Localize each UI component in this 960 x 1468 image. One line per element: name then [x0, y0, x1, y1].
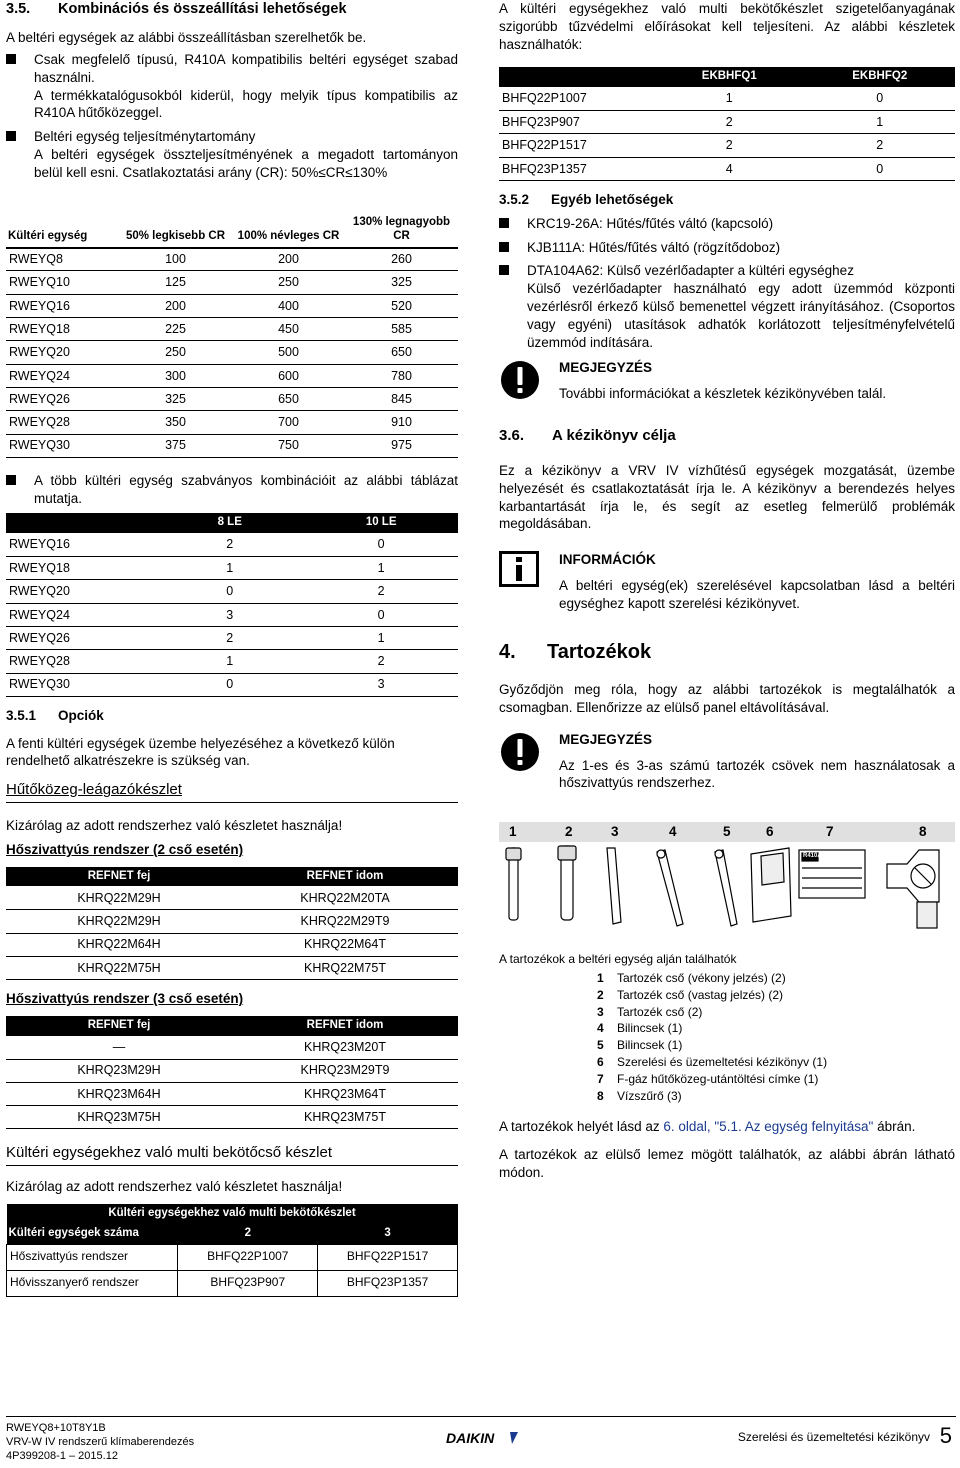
table-cell: 0	[155, 673, 304, 696]
table-cell: RWEYQ16	[6, 294, 119, 317]
option-dta	[499, 262, 955, 351]
table-cell: 250	[119, 341, 232, 364]
refnet2-table-row	[6, 956, 458, 979]
table-cell: 1	[805, 111, 956, 134]
ekb-table-row	[499, 111, 955, 134]
warning-icon	[499, 731, 559, 792]
table-cell: KHRQ23M29H	[6, 1059, 232, 1082]
table-cell: BHFQ22P1517	[318, 1244, 458, 1270]
table-cell: 0	[304, 603, 458, 626]
cr-table-row	[6, 411, 458, 434]
multi-title: Kültéri egységekhez való multi bekötőcső készlet	[6, 1143, 458, 1166]
accessory-number: 4	[597, 1021, 604, 1036]
accessories-figure	[499, 822, 955, 1104]
table-cell: BHFQ23P1357	[318, 1270, 458, 1296]
footer-doc-code: 4P399208-1 – 2015.12	[6, 1449, 118, 1462]
ekb-table-row	[499, 157, 955, 180]
section-4-heading	[499, 639, 955, 665]
table-cell: KHRQ22M20TA	[232, 886, 458, 909]
bullet-r410a	[6, 51, 458, 122]
table-cell: BHFQ23P907	[499, 111, 654, 134]
location-ref	[499, 1118, 955, 1136]
option-text: KJB111A: Hűtés/fűtés váltó (rögzítődoboz)	[527, 239, 781, 255]
table-cell: BHFQ23P907	[178, 1270, 318, 1296]
accessory-name: Bilincsek (1)	[617, 1021, 683, 1036]
table-cell: RWEYQ28	[6, 650, 155, 673]
figure-number: 3	[611, 824, 619, 840]
table-cell: 1	[304, 557, 458, 580]
table-cell: 0	[304, 533, 458, 556]
refrigerant-label-text: R410A	[803, 853, 822, 860]
table-cell: 910	[345, 411, 458, 434]
table-cell: RWEYQ16	[6, 533, 155, 556]
accessory-item	[597, 970, 955, 987]
table-cell: 600	[232, 364, 345, 387]
table-cell: 450	[232, 318, 345, 341]
ekb-header-1: EKBHFQ1	[654, 67, 804, 87]
section-3-5-2-heading	[499, 191, 955, 209]
refnet2-table-row	[6, 886, 458, 909]
table-cell: 1	[155, 557, 304, 580]
table-cell: 350	[119, 411, 232, 434]
multi-table	[6, 1204, 458, 1297]
section-number: 3.5.	[6, 1, 31, 17]
bullet-text: A beltéri egységek összteljesítményének a megadott tartományon belül kell esni. Csatlakoztatási arány (CR): 50%≤CR≤130%	[34, 147, 458, 180]
table-cell: 585	[345, 318, 458, 341]
accessory-name: F-gáz hűtőközeg-utántöltési címke (1)	[617, 1071, 819, 1086]
right-intro: A kültéri egységekhez való multi bekötőkészlet szigetelőanyagának szigorúbb tűzvédelmi előírásokat kell teljesíteni. Az alábbi készletek használhatók:	[499, 1, 955, 52]
warning-icon	[499, 359, 559, 406]
section-title: Tartozékok	[547, 640, 652, 663]
refnet-title: Hűtőközeg-leágazókészlet	[6, 780, 458, 803]
accessory-item	[597, 1088, 955, 1105]
table-cell: RWEYQ24	[6, 364, 119, 387]
accessory-item	[597, 1004, 955, 1021]
footer-product: VRV-W IV rendszerű klímaberendezés	[6, 1435, 195, 1448]
bullet-square-icon	[499, 239, 527, 257]
table-cell: 2	[304, 580, 458, 603]
final-text: A tartozékok az elülső lemez mögött találhatók, az alábbi ábrán látható módon.	[499, 1147, 955, 1180]
table-cell: 200	[232, 248, 345, 271]
table-cell: KHRQ22M64H	[6, 933, 232, 956]
footer-model: RWEYQ8+10T8Y1B	[6, 1422, 106, 1434]
table-cell: 845	[345, 387, 458, 410]
manual-purpose-text: Ez a kézikönyv a VRV IV vízhűtésű egységek mozgatását, üzembe helyezését és csatlakoztatását írja le. A kézikönyv a berendezés helyes karbantartását írja le, és segít az esetleg felmerülő problémák megoldásában.	[499, 463, 955, 532]
cr-table-row	[6, 341, 458, 364]
intro-text: A beltéri egységek az alábbi összeállításban szerelhetők be.	[6, 30, 367, 46]
info-box	[499, 551, 955, 612]
cr-table-row	[6, 434, 458, 457]
accessory-name: Szerelési és üzemeltetési kézikönyv (1)	[617, 1054, 828, 1069]
bullet-combo	[6, 472, 458, 508]
bullet-text: A termékkatalógusokból kiderül, hogy melyik típus kompatibilis az R410A hűtőközeggel.	[34, 87, 458, 121]
table-cell: 300	[119, 364, 232, 387]
combo-table	[6, 513, 458, 696]
table-cell: KHRQ23M20T	[232, 1036, 458, 1059]
bullet-capacity	[6, 128, 458, 181]
accessory-number: 5	[597, 1038, 604, 1053]
table-cell: KHRQ22M29H	[6, 886, 232, 909]
table-cell: 500	[232, 341, 345, 364]
note-text: Az 1-es és 3-as számú tartozék csövek nem használatosak a hőszivattyús rendszerhez.	[559, 757, 955, 791]
ekb-table-row	[499, 134, 955, 157]
accessory-number: 1	[597, 971, 604, 985]
bullet-title: Beltéri egység teljesítménytartomány	[34, 129, 256, 145]
table-cell: 2	[155, 626, 304, 649]
hp2-title: Hőszivattyús rendszer (2 cső esetén)	[6, 841, 244, 857]
brand-text: DAIKIN	[446, 1430, 495, 1446]
table-cell: 325	[345, 271, 458, 294]
section-number: 3.6.	[499, 427, 525, 445]
info-icon	[499, 551, 559, 612]
table-cell: 650	[232, 387, 345, 410]
multi-header-2: 2	[178, 1224, 318, 1244]
table-cell: 1	[304, 626, 458, 649]
ref-post-text: ábrán.	[877, 1119, 916, 1135]
combo-table-row	[6, 673, 458, 696]
note-kits	[499, 359, 955, 406]
accessory-number: 3	[597, 1004, 604, 1019]
table-cell: —	[6, 1036, 232, 1059]
table-cell: 125	[119, 271, 232, 294]
accessory-item	[597, 987, 955, 1004]
combo-table-row	[6, 626, 458, 649]
table-cell: RWEYQ8	[6, 248, 119, 271]
figure-caption: A tartozékok a beltéri egység alján találhatók	[499, 952, 737, 967]
option-detail: Külső vezérlőadapter használható egy adott üzemmód központi vezérlésről érkező külső bemenettel végzett irányításához. (Csoportos vagy egyéni) utasítások adhatók korlátozott teljesítményfelvételű üzemmód indítására.	[527, 281, 955, 350]
option-text: DTA104A62: Külső vezérlőadapter a kültéri egységhez	[527, 263, 854, 279]
cr-table	[6, 196, 458, 458]
bullet-square-icon	[499, 215, 527, 233]
multi-table-row	[7, 1270, 458, 1296]
note-title: MEGJEGYZÉS	[559, 731, 653, 747]
table-cell: 780	[345, 364, 458, 387]
refnet2-table	[6, 867, 458, 980]
section-title: Egyéb lehetőségek	[551, 191, 674, 207]
refnet3-table-row	[6, 1036, 458, 1059]
table-cell: 400	[232, 294, 345, 317]
combo-header-blank	[6, 513, 155, 533]
ekb-table	[499, 67, 955, 180]
table-cell: 3	[304, 673, 458, 696]
refnet2-table-row	[6, 910, 458, 933]
table-cell: BHFQ22P1007	[178, 1244, 318, 1270]
bullet-square-icon	[6, 472, 34, 508]
info-title: INFORMÁCIÓK	[559, 552, 656, 568]
cr-table-row	[6, 294, 458, 317]
table-cell: 1	[654, 87, 804, 110]
ref-pre-text: A tartozékok helyét lásd az	[499, 1119, 660, 1135]
table-cell: RWEYQ26	[6, 387, 119, 410]
table-cell: RWEYQ18	[6, 318, 119, 341]
accessories-list	[597, 970, 955, 1104]
cr-header-nominal: 100% névleges CR	[232, 196, 345, 248]
combo-header-8le: 8 LE	[155, 513, 304, 533]
multi-table-row	[7, 1244, 458, 1270]
table-cell: RWEYQ24	[6, 603, 155, 626]
bullet-text: Csak megfelelő típusú, R410A kompatibilis beltéri egységet szabad használni.	[34, 51, 458, 85]
table-cell: 100	[119, 248, 232, 271]
cr-table-row	[6, 248, 458, 271]
section-3-5-1-heading	[6, 707, 458, 725]
accessory-name: Tartozék cső (vastag jelzés) (2)	[617, 987, 784, 1002]
table-cell: RWEYQ18	[6, 557, 155, 580]
combo-table-row	[6, 650, 458, 673]
table-cell: RWEYQ10	[6, 271, 119, 294]
accessory-name: Tartozék cső (vékony jelzés) (2)	[617, 971, 786, 985]
refnet3-header-idom: REFNET idom	[232, 1016, 458, 1036]
table-cell: 375	[119, 434, 232, 457]
right-column	[499, 0, 955, 1182]
section-number: 3.5.2	[499, 191, 530, 207]
option-kjb	[499, 239, 955, 257]
table-cell: BHFQ22P1007	[499, 87, 654, 110]
accessories-illustration	[499, 842, 955, 936]
refnet3-header-fej: REFNET fej	[6, 1016, 232, 1036]
table-cell: 750	[232, 434, 345, 457]
refnet2-header-idom: REFNET idom	[232, 867, 458, 887]
only-note-2: Kizárólag az adott rendszerhez való készletet használja!	[6, 1179, 343, 1195]
options-text: A fenti kültéri egységek üzembe helyezéséhez a következő külön rendelhető alkatrészekre is szükség van.	[6, 735, 395, 769]
table-cell: 1	[155, 650, 304, 673]
figure-number: 6	[766, 824, 774, 840]
accessory-name: Tartozék cső (2)	[617, 1004, 703, 1019]
cr-header-min: 50% legkisebb CR	[119, 196, 232, 248]
note-text: További információkat a készletek kézikönyvében talál.	[559, 386, 887, 402]
info-text: A beltéri egység(ek) szerelésével kapcsolatban lásd a beltéri egységhez kapott szerelési kézikönyvet.	[559, 578, 955, 611]
hp3-title: Hőszivattyús rendszer (3 cső esetén)	[6, 991, 244, 1007]
table-cell: 2	[654, 111, 804, 134]
combo-table-row	[6, 557, 458, 580]
table-cell: 2	[654, 134, 804, 157]
bullet-square-icon	[6, 128, 34, 181]
table-cell: RWEYQ20	[6, 341, 119, 364]
cr-header-max: 130% legnagyobb CR	[345, 196, 458, 248]
footer-doc-title: Szerelési és üzemeltetési kézikönyv	[737, 1430, 930, 1444]
table-cell: Hővisszanyerő rendszer	[7, 1270, 178, 1296]
accessory-number: 6	[597, 1054, 604, 1069]
table-cell: 3	[155, 603, 304, 626]
footer-divider	[6, 1416, 956, 1417]
refnet3-table-row	[6, 1106, 458, 1129]
table-cell: 325	[119, 387, 232, 410]
figure-number: 7	[826, 824, 834, 840]
note-title: MEGJEGYZÉS	[559, 360, 653, 376]
table-cell: 225	[119, 318, 232, 341]
section-title: Kombinációs és összeállítási lehetőségek	[58, 1, 347, 17]
option-krc	[499, 215, 955, 233]
page-number: 5	[939, 1423, 952, 1448]
table-cell: 650	[345, 341, 458, 364]
accessory-item	[597, 1071, 955, 1088]
table-cell: BHFQ23P1357	[499, 157, 654, 180]
section-3-6-heading	[499, 426, 955, 446]
table-cell: KHRQ23M75T	[232, 1106, 458, 1129]
accessory-number: 7	[597, 1071, 604, 1086]
table-cell: KHRQ23M64H	[6, 1082, 232, 1105]
option-text: KRC19-26A: Hűtés/fűtés váltó (kapcsoló)	[527, 215, 774, 231]
table-cell: RWEYQ20	[6, 580, 155, 603]
figure-number: 8	[919, 824, 927, 840]
combo-table-row	[6, 533, 458, 556]
table-cell: KHRQ22M29T9	[232, 910, 458, 933]
accessory-name: Vízszűrő (3)	[617, 1088, 682, 1103]
ekb-header-blank	[499, 67, 654, 87]
table-cell: BHFQ22P1517	[499, 134, 654, 157]
section-title: A kézikönyv célja	[552, 427, 676, 445]
cr-table-row	[6, 364, 458, 387]
table-cell: KHRQ22M75T	[232, 956, 458, 979]
figure-number: 1	[509, 824, 517, 840]
refnet2-table-row	[6, 933, 458, 956]
table-cell: 520	[345, 294, 458, 317]
multi-header-top: Kültéri egységekhez való multi bekötőkészlet	[7, 1204, 458, 1224]
table-cell: KHRQ22M75H	[6, 956, 232, 979]
bullet-square-icon	[499, 262, 527, 351]
table-cell: RWEYQ30	[6, 434, 119, 457]
figure-number: 2	[565, 824, 573, 840]
refnet2-header-fej: REFNET fej	[6, 867, 232, 887]
table-cell: 260	[345, 248, 458, 271]
cr-table-row	[6, 271, 458, 294]
multi-header-count: Kültéri egységek száma	[7, 1224, 178, 1244]
section-number: 4.	[499, 640, 516, 663]
left-column	[6, 0, 458, 1297]
accessory-name: Bilincsek (1)	[617, 1038, 683, 1053]
table-cell: 2	[805, 134, 956, 157]
bullet-square-icon	[6, 51, 34, 122]
table-cell: Hőszivattyús rendszer	[7, 1244, 178, 1270]
note-pipes	[499, 731, 955, 792]
bullet-text: A több kültéri egység szabványos kombinációit az alábbi táblázat mutatja.	[34, 472, 458, 506]
table-cell: 200	[119, 294, 232, 317]
refnet3-table-row	[6, 1082, 458, 1105]
table-cell: KHRQ22M64T	[232, 933, 458, 956]
ekb-table-row	[499, 87, 955, 110]
section-3-5-heading	[6, 0, 458, 19]
accessory-number: 8	[597, 1088, 604, 1103]
refnet3-table	[6, 1016, 458, 1129]
figure-number: 4	[669, 824, 677, 840]
cr-table-row	[6, 318, 458, 341]
table-cell: 0	[805, 157, 956, 180]
table-cell: 250	[232, 271, 345, 294]
table-cell: KHRQ22M29H	[6, 910, 232, 933]
table-cell: 2	[155, 533, 304, 556]
combo-table-row	[6, 603, 458, 626]
page-ref-link[interactable]: 6. oldal, "5.1. Az egység felnyitása"	[663, 1119, 874, 1135]
only-note: Kizárólag az adott rendszerhez való készletet használja!	[6, 818, 343, 834]
table-cell: 0	[155, 580, 304, 603]
section-title: Opciók	[58, 707, 104, 723]
figure-number: 5	[723, 824, 731, 840]
table-cell: 700	[232, 411, 345, 434]
accessories-text: Győződjön meg róla, hogy az alábbi tartozékok is megtalálhatók a csomagban. Ellenőrizze az elülső panel eltávolításával.	[499, 682, 955, 715]
table-cell: KHRQ23M64T	[232, 1082, 458, 1105]
accessory-item	[597, 1037, 955, 1054]
table-cell: RWEYQ26	[6, 626, 155, 649]
table-cell: KHRQ23M29T9	[232, 1059, 458, 1082]
accessory-item	[597, 1054, 955, 1071]
figure-number-bar	[499, 822, 955, 842]
refnet3-table-row	[6, 1059, 458, 1082]
multi-header-3: 3	[318, 1224, 458, 1244]
ekb-header-2: EKBHFQ2	[805, 67, 956, 87]
accessory-item	[597, 1020, 955, 1037]
table-cell: 4	[654, 157, 804, 180]
combo-table-row	[6, 580, 458, 603]
section-number: 3.5.1	[6, 707, 37, 723]
table-cell: KHRQ23M75H	[6, 1106, 232, 1129]
table-cell: RWEYQ30	[6, 673, 155, 696]
combo-header-10le: 10 LE	[304, 513, 458, 533]
table-cell: 2	[304, 650, 458, 673]
accessory-number: 2	[597, 987, 604, 1002]
daikin-logo	[446, 1430, 520, 1451]
table-cell: 0	[805, 87, 956, 110]
cr-table-row	[6, 387, 458, 410]
table-cell: 975	[345, 434, 458, 457]
cr-header-unit: Kültéri egység	[6, 196, 119, 248]
table-cell: RWEYQ28	[6, 411, 119, 434]
